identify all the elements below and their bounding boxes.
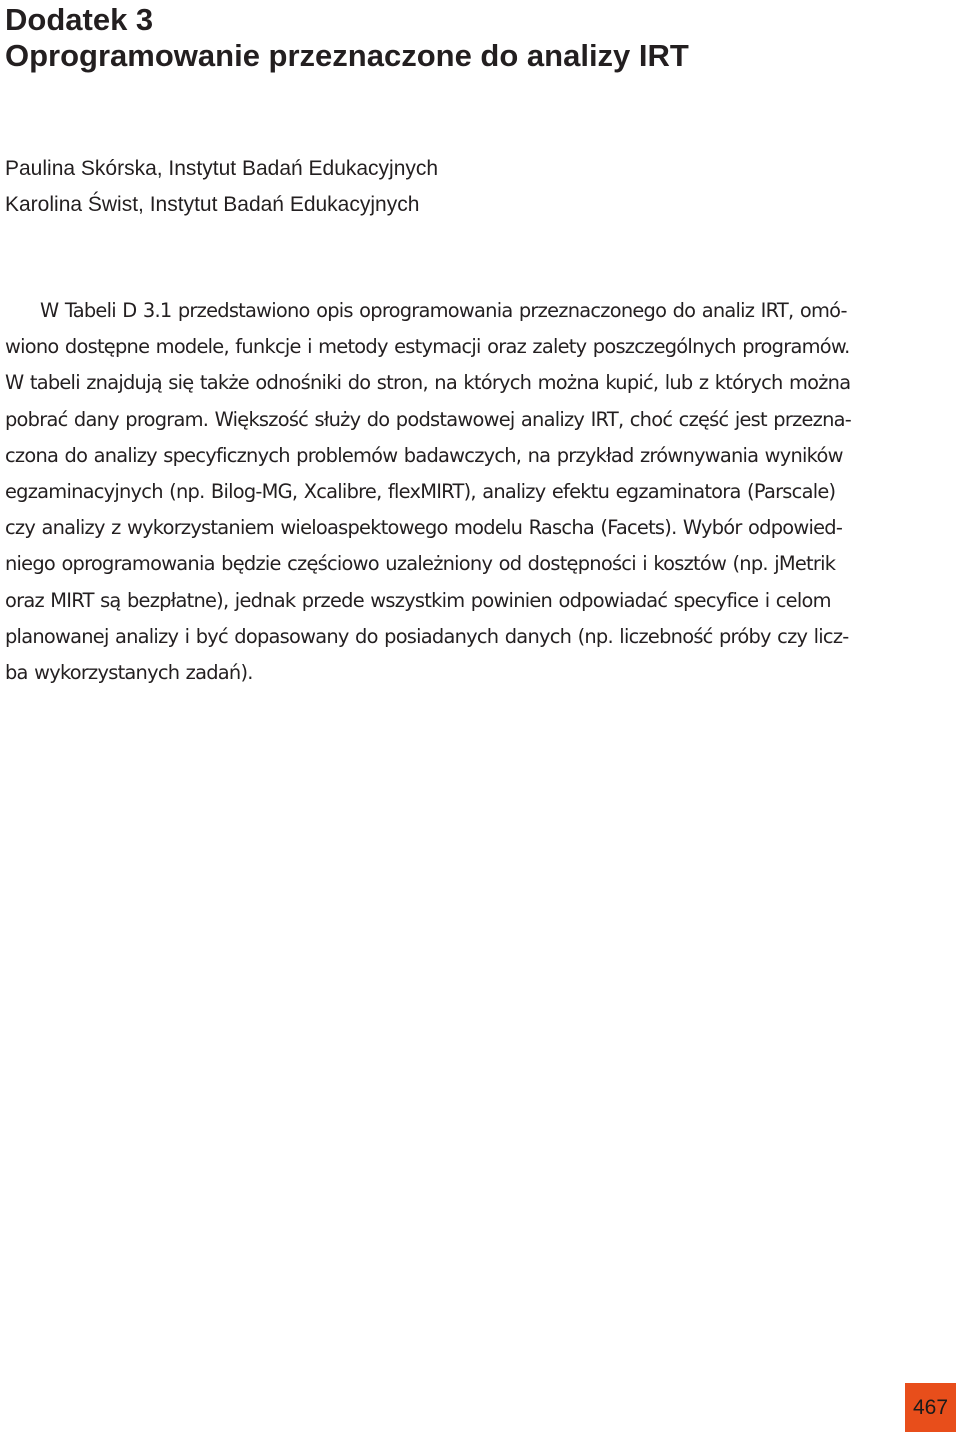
- paragraph-line: pobrać dany program. Większość służy do podstawowej analizy IRT, choć część jest przezna-: [5, 407, 852, 431]
- paragraph-line: czy analizy z wykorzystaniem wieloaspektowego modelu Rascha (Facets). Wybór odpowied-: [5, 516, 843, 540]
- paragraph-line: egzaminacyjnych (np. Bilog-MG, Xcalibre, flexMIRT), analizy efektu egzaminatora (Parscale): [5, 480, 836, 504]
- paragraph-line: planowanej analizy i być dopasowany do posiadanych danych (np. liczebność próby czy licz-: [5, 624, 849, 648]
- paragraph-line: czona do analizy specyficznych problemów badawczych, na przykład zrównywania wyników: [5, 443, 843, 467]
- page-title: [5, 2, 945, 74]
- author-line: Paulina Skórska, Instytut Badań Edukacyjnych: [5, 157, 439, 180]
- paragraph-line: wiono dostępne modele, funkcje i metody estymacji oraz zalety poszczególnych programów.: [5, 335, 850, 359]
- appendix-title: Oprogramowanie przeznaczone do analizy IRT: [5, 38, 689, 73]
- paragraph-line: oraz MIRT są bezpłatne), jednak przede wszystkim powinien odpowiadać specyfice i celom: [5, 588, 831, 612]
- body-paragraph: [5, 293, 955, 691]
- paragraph-line: ba wykorzystanych zadań).: [5, 661, 253, 685]
- page-number-badge: [905, 1383, 956, 1432]
- page-number: 467: [912, 1395, 949, 1419]
- paragraph-line: W tabeli znajdują się także odnośniki do stron, na których można kupić, lub z których można: [5, 371, 851, 395]
- author-list: [5, 151, 945, 223]
- paragraph-line: niego oprogramowania będzie częściowo uzależniony od dostępności i kosztów (np. jMetrik: [5, 552, 836, 576]
- paragraph-line: W Tabeli D 3.1 przedstawiono opis oprogramowania przeznaczonego do analiz IRT, omó-: [40, 299, 847, 322]
- author-line: Karolina Świst, Instytut Badań Edukacyjnych: [5, 193, 420, 216]
- appendix-label: Dodatek 3: [5, 2, 154, 37]
